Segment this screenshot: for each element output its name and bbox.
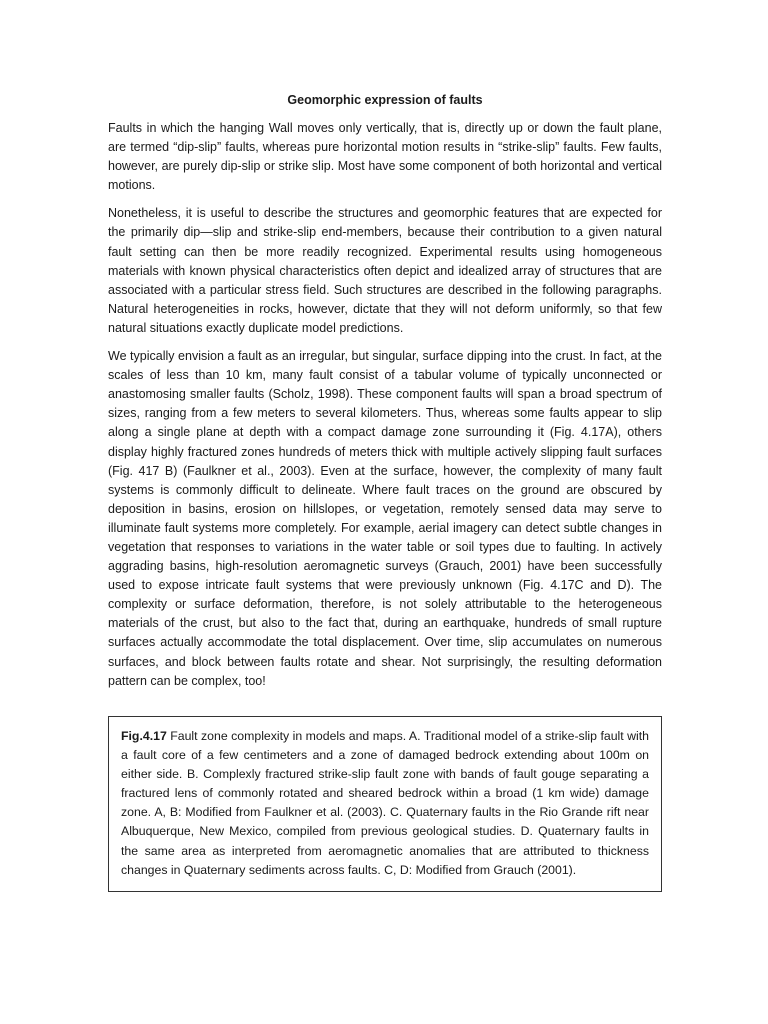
figure-caption-text: Fault zone complexity in models and maps. A. Traditional model of a strike-slip fault with a fault core of a few centimeters and a zone of damaged bedrock extending about 100m on either side. B. Complexly fractured strike-slip fault zone with bands of fault gouge separating a fractured lens of commonly rotated and sheared bedrock within a broad (1 km wide) damage zone. A, B: Modified from Faulkner et al. (2003). C. Quaternary faults in the Rio Grande rift near Albuquerque, New Mexico, compiled from previous geological studies. D. Quaternary faults in the same area as interpreted from aeromagnetic anomalies that are attributed to thickness changes in Quaternary sediments across faults. C, D: Modified from Grauch (2001).	[121, 729, 649, 877]
paragraph-2: Nonetheless, it is useful to describe the structures and geomorphic features that are expected for the primarily dip—slip and strike-slip end-members, because their contribution to a given natural fault setting can then be more readily recognized. Experimental results using homogeneous materials with known physical characteristics often depict and idealized array of structures that are associated with a particular stress field. Such structures are described in the following paragraphs. Natural heterogeneities in rocks, however, dictate that they will not deform uniformly, so that few natural situations exactly duplicate model predictions.	[108, 206, 662, 335]
paragraph-3: We typically envision a fault as an irregular, but singular, surface dipping into the crust. In fact, at the scales of less than 10 km, many fault consist of a tabular volume of typically unconnected or anastomosing smaller faults (Scholz, 1998). These component faults will span a broad spectrum of sizes, ranging from a few meters to several kilometers. Thus, whereas some faults appear to slip along a single plane at depth with a compact damage zone surrounding it (Fig. 4.17A), others display highly fractured zones hundreds of meters thick with multiple actively slipping fault surfaces (Fig. 417 B) (Faulkner et al., 2003). Even at the surface, however, the complexity of many fault systems is commonly difficult to delineate. Where fault traces on the ground are obscured by deposition in basins, erosion on hillslopes, or vegetation, remotely sensed data may serve to illuminate fault systems more completely. For example, aerial imagery can detect subtle changes in vegetation that responses to variations in the water table or soil types due to faulting. In actively aggrading basins, high-resolution aeromagnetic surveys (Grauch, 2001) have been successfully used to expose intricate fault systems that were previously unknown (Fig. 4.17C and D). The complexity or surface deformation, therefore, is not solely attributable to the heterogeneous materials of the crust, but also to the fact that, during an earthquake, hundreds of small rupture surfaces actually accommodate the total displacement. Over time, slip accumulates on numerous surfaces, and block between faults rotate and shear. Not surprisingly, the resulting deformation pattern can be complex, too!	[108, 349, 662, 688]
figure-caption-label: Fig.4.17	[121, 729, 167, 743]
document-title: Geomorphic expression of faults	[287, 93, 483, 107]
figure-caption-box	[108, 716, 662, 892]
figure-caption	[121, 727, 649, 880]
document-page	[108, 90, 662, 700]
paragraph-1: Faults in which the hanging Wall moves only vertically, that is, directly up or down the fault plane, are termed “dip-slip” faults, whereas pure horizontal motion results in “strike-slip” faults. Few faults, however, are purely dip-slip or strike slip. Most have some component of both horizontal and vertical motions.	[108, 121, 662, 193]
